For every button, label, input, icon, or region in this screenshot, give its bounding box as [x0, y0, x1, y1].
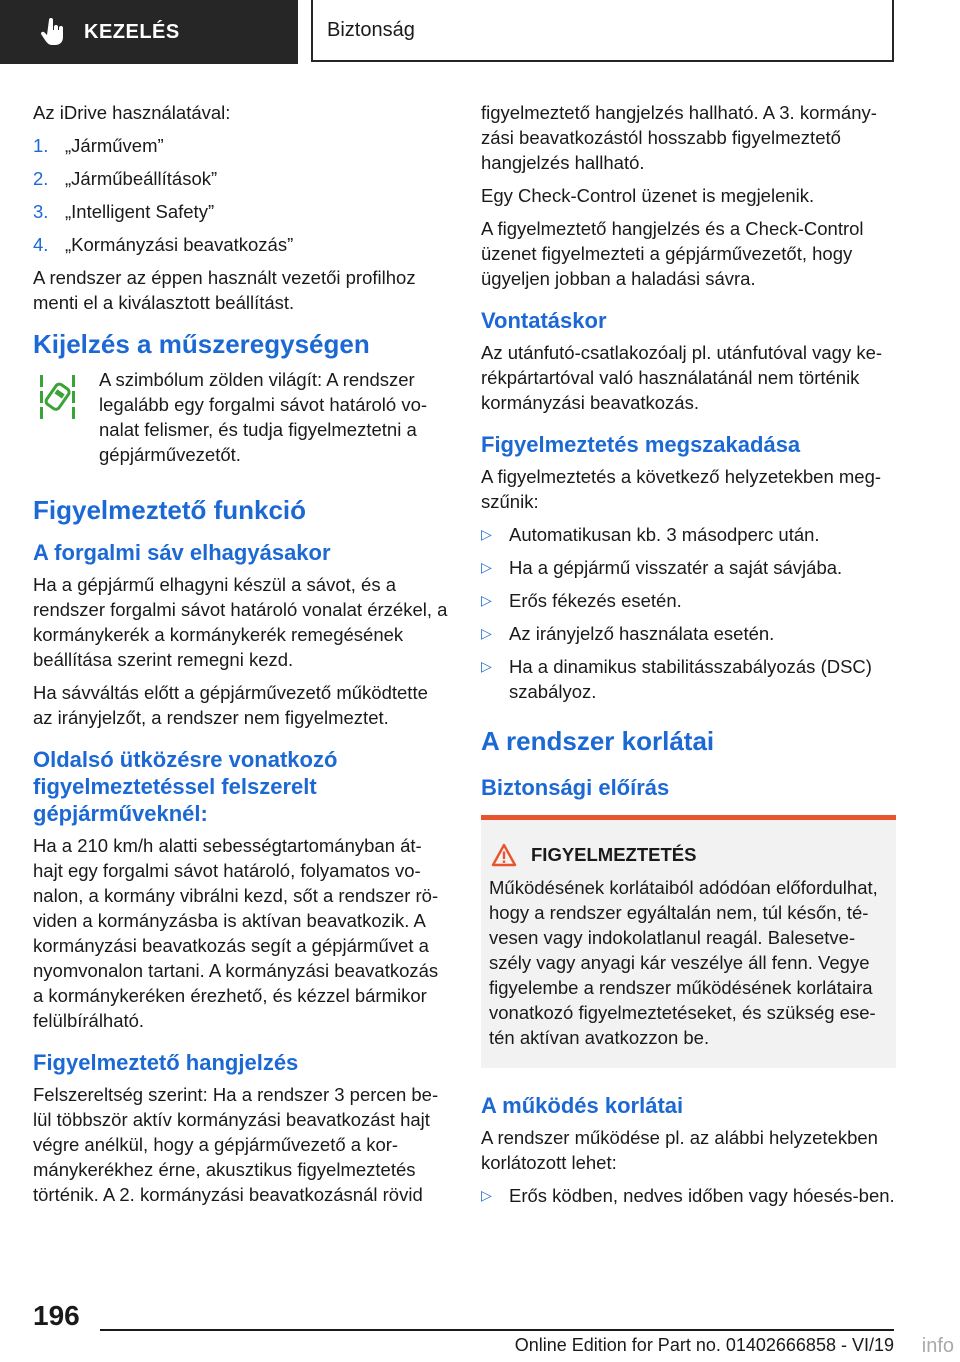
- page-number: 196: [33, 1300, 80, 1331]
- watermark-text: info: [921, 1335, 954, 1357]
- interrupt-paragraph: A figyelmeztetés a következő helyzetekben meg-szűnik:: [481, 466, 882, 512]
- heading-function-limits: A működés korlátai: [481, 1093, 684, 1118]
- right-column: [481, 100, 896, 1216]
- acoustic-paragraph: Felszereltség szerint: Ha a rendszer 3 percen be-lül többször aktív kormányzási beavatkozást hajt végre anélkül, hogy a gépjárművezető a kor-mánykerékhez érne, akusztikus figyelmeztetés történik. A 2. kormányzási beavatkozásnál rövid: [33, 1084, 439, 1205]
- warning-box: [481, 815, 896, 1068]
- chapter-label: Biztonság: [327, 18, 415, 41]
- step-4: 4. „Kormányzási beavatkozás”: [33, 234, 294, 255]
- check-control-p2: A figyelmeztető hangjelzés és a Check-Control üzenet figyelmezteti a gépjárművezetőt, hogy ügyeljen jobban a haladási sávra.: [481, 218, 864, 289]
- after-steps-text: A rendszer az éppen használt vezetői profilhoz menti el a kiválasztott beállítást.: [33, 267, 416, 313]
- heading-acoustic: Figyelmeztető hangjelzés: [33, 1050, 299, 1075]
- heading-safety: Biztonsági előírás: [481, 775, 670, 800]
- towing-paragraph: Az utánfutó-csatlakozóalj pl. utánfutóval vagy ke-rékpártartóval való használatánál nem történik kormányzási beavatkozás.: [481, 342, 883, 413]
- lane-paragraph-1: Ha a gépjármű elhagyni készül a sávot, és a rendszer forgalmi sávot határoló vonalat érzékel, a kormánykerék a kormánykerék remegésének beállítása szerint remegni kezd.: [33, 574, 448, 670]
- intro-text: Az iDrive használatával:: [33, 102, 231, 123]
- display-text: A szimbólum zölden világít: A rendszer legalább egy forgalmi sávot határoló vo-nalat felismer, és tudja figyelmeztetni a gépjárművezetőt.: [99, 369, 428, 465]
- display-paragraph: [33, 367, 448, 467]
- heading-towing: Vontatáskor: [481, 308, 607, 333]
- side-collision-paragraph: Ha a 210 km/h alatti sebességtartományban át-hajt egy forgalmi sávot határoló, folyamatos vo-nalon, a kormány vibrálni kezd, sőt a rendszer rö-viden a kormányzásba is aktívan beavatkozik. A kormányzási beavatkozás segít a gépjárművet a nyomvonalon tartani. A kormányzási beavatkozás a kormánykeréken érezhető, és kézzel bármikor felülbírálható.: [33, 835, 439, 1031]
- lane-paragraph-2: Ha sávváltás előtt a gépjárművezető működtette az irányjelzőt, a rendszer nem figyelmeztet.: [33, 682, 428, 728]
- triangle-bullet-icon: ▷: [481, 592, 492, 608]
- heading-side-collision: Oldalsó ütközésre vonatkozó figyelmeztetéssel felszerelt gépjárműveknél:: [33, 747, 338, 826]
- chapter-tab: [311, 0, 894, 62]
- list-item: ▷ Az irányjelző használata esetén.: [481, 623, 775, 644]
- step-3: 3. „Intelligent Safety”: [33, 201, 215, 222]
- heading-interrupt: Figyelmeztetés megszakadása: [481, 432, 801, 457]
- triangle-bullet-icon: ▷: [481, 625, 492, 641]
- step-1: 1. „Járművem”: [33, 135, 164, 156]
- page-header: [0, 0, 960, 66]
- left-column: [33, 100, 448, 1215]
- section-tab: [0, 0, 298, 64]
- step-2: 2. „Járműbeállítások”: [33, 168, 218, 189]
- list-item: ▷ Erős fékezés esetén.: [481, 590, 682, 611]
- lane-assist-icon: [38, 369, 78, 425]
- warning-header: [489, 842, 886, 867]
- triangle-bullet-icon: ▷: [481, 658, 492, 674]
- list-item: ▷ Ha a gépjármű visszatér a saját sávjába.: [481, 557, 843, 578]
- triangle-bullet-icon: ▷: [481, 526, 492, 542]
- check-control-p1: Egy Check-Control üzenet is megjelenik.: [481, 185, 815, 206]
- edition-text: Online Edition for Part no. 01402666858 - VI/19: [514, 1335, 894, 1355]
- warning-title: FIGYELMEZTETÉS: [531, 844, 697, 865]
- heading-display: Kijelzés a műszeregységen: [33, 329, 370, 359]
- limits-paragraph: A rendszer működése pl. az alábbi helyzetekben korlátozott lehet:: [481, 1127, 878, 1173]
- heading-warning-function: Figyelmeztető funkció: [33, 495, 307, 525]
- acoustic-continued: figyelmeztető hangjelzés hallható. A 3. kormány-zási beavatkozástól hosszabb figyelmeztető hangjelzés hallható.: [481, 102, 877, 173]
- section-label: KEZELÉS: [84, 20, 180, 43]
- heading-limits: A rendszer korlátai: [481, 726, 715, 756]
- heading-lane-leave: A forgalmi sáv elhagyásakor: [33, 540, 331, 565]
- triangle-bullet-icon: ▷: [481, 1187, 492, 1203]
- hand-pointer-icon: [40, 18, 66, 46]
- list-item: ▷ Erős ködben, nedves időben vagy hóesés-ben.: [481, 1185, 895, 1206]
- warning-text: Működésének korlátaiból adódóan előfordulhat, hogy a rendszer egyáltalán nem, túl későn, té-vesen vagy indokolatlanul reagál. Balesetve-szély vagy anyagi kár veszélye áll fenn. Vegye figyelembe a rendszer működésének korlátaira vonatkozó figyelmeztetéseket, és szükség ese-tén aktívan avatkozzon be.: [489, 877, 878, 1048]
- footer-divider: [100, 1329, 894, 1331]
- triangle-bullet-icon: ▷: [481, 559, 492, 575]
- list-item: ▷ Ha a dinamikus stabilitásszabályozás (DSC) szabályoz.: [481, 656, 872, 702]
- list-item: ▷ Automatikusan kb. 3 másodperc után.: [481, 524, 820, 545]
- warning-triangle-icon: [491, 843, 517, 867]
